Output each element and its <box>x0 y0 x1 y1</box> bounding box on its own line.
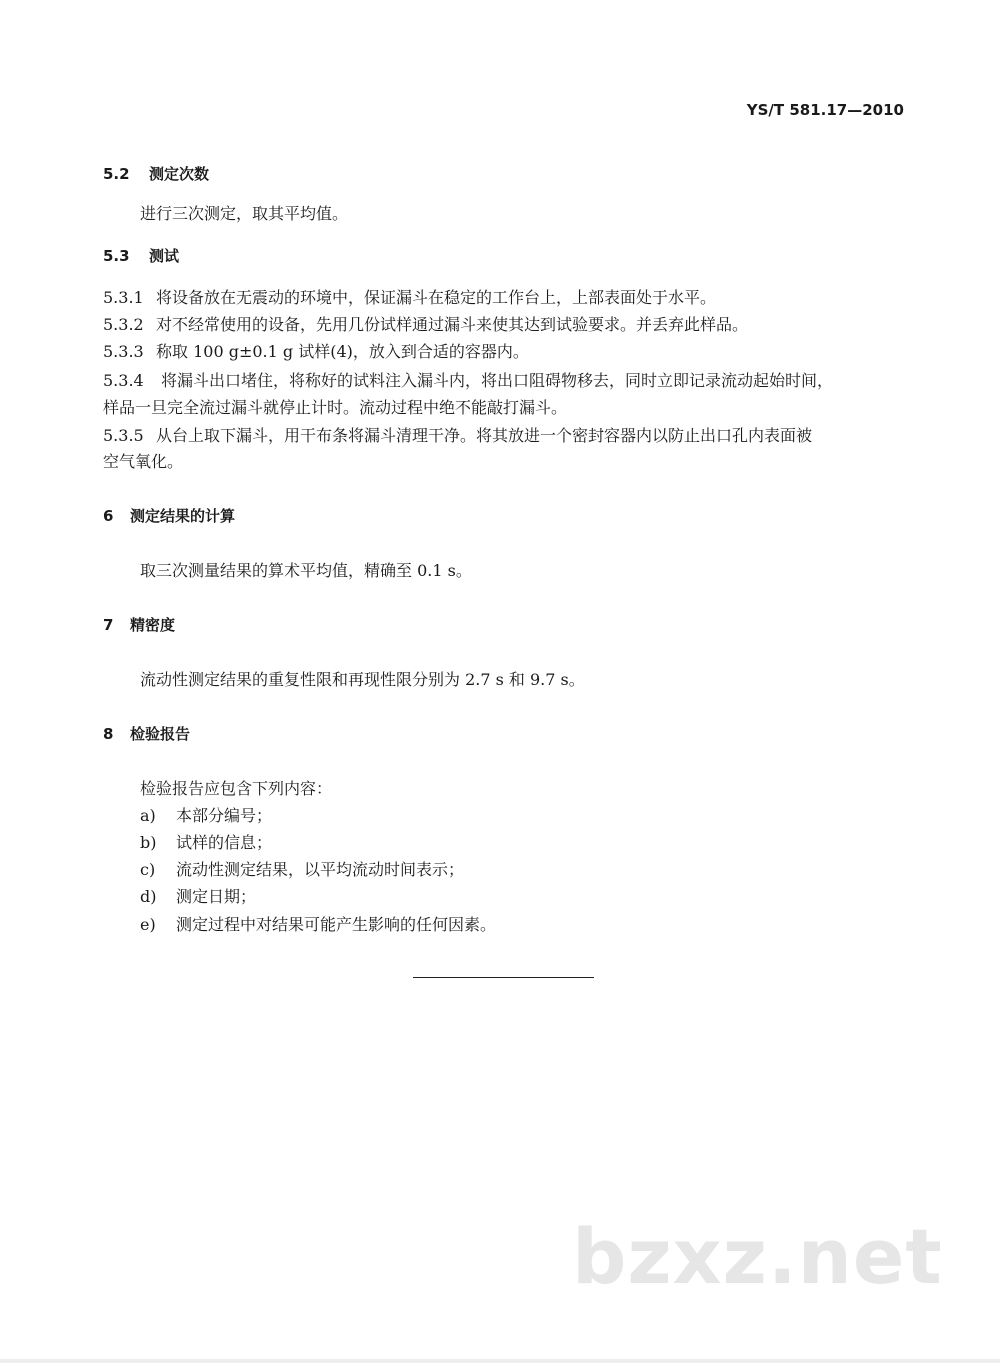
clause-5-3-1 <box>103 288 716 308</box>
section-5-2-text: 进行三次测定，取其平均值。 <box>140 204 349 223</box>
section-title: 检验报告 <box>130 725 191 743</box>
section-7-text: 流动性测定结果的重复性限和再现性限分别为 2.7 s 和 9.7 s。 <box>140 670 585 689</box>
section-7-heading <box>103 615 175 635</box>
list-text: 本部分编号； <box>176 806 273 825</box>
section-5-3-heading <box>103 246 179 266</box>
clause-number: 5.3.5 <box>103 426 144 445</box>
section-6-heading <box>103 506 235 526</box>
section-title: 测定结果的计算 <box>130 507 236 525</box>
clause-number: 5.3.1 <box>103 288 144 307</box>
clause-number: 5.3.3 <box>103 342 144 361</box>
clause-5-3-5 <box>103 426 812 446</box>
section-6-text: 取三次测量结果的算术平均值，精确至 0.1 s。 <box>140 561 472 580</box>
section-number: 6 <box>103 507 114 525</box>
list-label: d) <box>140 887 157 906</box>
list-item <box>140 915 496 935</box>
section-number: 8 <box>103 725 114 743</box>
clause-5-3-3 <box>103 342 529 362</box>
clause-5-3-2 <box>103 315 748 335</box>
list-item <box>140 806 272 826</box>
clause-number: 5.3.4 <box>103 371 144 390</box>
list-label: b) <box>140 833 157 852</box>
section-number: 5.3 <box>103 247 130 265</box>
clause-5-3-4 <box>103 371 833 391</box>
list-label: e) <box>140 915 156 934</box>
section-number: 7 <box>103 616 114 634</box>
clause-text: 将设备放在无震动的环境中，保证漏斗在稳定的工作台上，上部表面处于水平。 <box>156 288 717 307</box>
clause-5-3-5-continued: 空气氧化。 <box>103 452 184 471</box>
section-title: 测定次数 <box>149 165 210 183</box>
section-5-2-heading <box>103 164 209 184</box>
clause-text: 从台上取下漏斗，用干布条将漏斗清理干净。将其放进一个密封容器内以防止出口孔内表面被 <box>156 426 813 445</box>
list-label: a) <box>140 806 156 825</box>
section-title: 精密度 <box>130 616 176 634</box>
standard-code: YS/T 581.17—2010 <box>746 101 904 119</box>
section-number: 5.2 <box>103 165 130 183</box>
list-item <box>140 887 256 907</box>
clause-text: 对不经常使用的设备，先用几份试样通过漏斗来使其达到试验要求。并丢弃此样品。 <box>156 315 749 334</box>
list-label: c) <box>140 860 156 879</box>
list-item <box>140 860 464 880</box>
list-text: 试样的信息； <box>176 833 273 852</box>
section-title: 测试 <box>149 247 180 265</box>
page-edge <box>0 1359 1000 1363</box>
clause-5-3-4-continued: 样品一旦完全流过漏斗就停止计时。流动过程中绝不能敲打漏斗。 <box>103 398 568 417</box>
list-item <box>140 833 272 853</box>
clause-text: 将漏斗出口堵住，将称好的试料注入漏斗内，将出口阻碍物移去，同时立即记录流动起始时间， <box>161 371 834 390</box>
section-8-intro: 检验报告应包含下列内容： <box>140 779 333 798</box>
section-8-heading <box>103 724 190 744</box>
list-text: 测定过程中对结果可能产生影响的任何因素。 <box>176 915 497 934</box>
watermark: bzxz.net <box>572 1212 943 1301</box>
list-text: 流动性测定结果，以平均流动时间表示； <box>176 860 465 879</box>
end-rule <box>413 977 594 978</box>
clause-text: 称取 100 g±0.1 g 试样(4)，放入到合适的容器内。 <box>156 342 529 361</box>
list-text: 测定日期； <box>176 887 257 906</box>
clause-number: 5.3.2 <box>103 315 144 334</box>
